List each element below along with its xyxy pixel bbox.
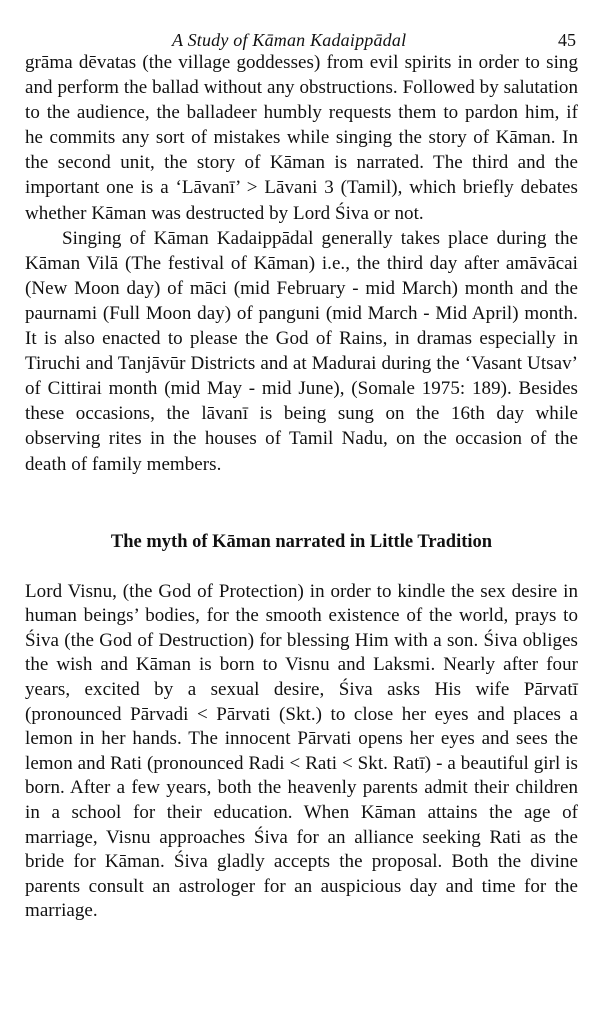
book-page (25, 0, 578, 924)
running-title: A Study of Kāman Kadaippādal (172, 30, 407, 50)
page-number: 45 (558, 30, 576, 50)
paragraph-continued: grāma dēvatas (the village goddesses) from evil spirits in order to sing and perform the ballad without any obstructions. Followed by salutation to the audience, the balladeer humbly requests them to pardon him, if he commits any sort of mistakes while singing the story of Kāman. In the second unit, the story of Kāman is narrated. The third and the important one is a ‘Lāvanī’ > Lāvani 3 (Tamil), which briefly debates whether Kāman was destructed by Lord Śiva or not. (25, 52, 578, 224)
section-heading: The myth of Kāman narrated in Little Tradition (110, 531, 493, 552)
running-header (25, 0, 578, 50)
paragraph-myth: Lord Visnu, (the God of Protection) in order to kindle the sex desire in human beings’ bodies, for the smooth existence of the world, prays to Śiva (the God of Destruction) for blessing Him with a son. Śiva obliges the wish and Kāman is born to Visnu and Laksmi. Nearly after four years, excited by a sexual desire, Śiva asks His wife Pārvatī (pronounced Pārvadi < Pārvati (Skt.) to close her eyes and places a lemon in her hands. The innocent Pārvati opens her eyes and sees the lemon and Rati (pronounced Radi < Rati < Skt. Ratī) - a beautiful girl is born. After a few years, both the heavenly parents admit their children in a school for their education. When Kāman attains the age of marriage, Visnu approaches Śiva for an alliance seeking Rati as the bride for Kāman. Śiva gladly accepts the proposal. Both the divine parents consult an astrologer for an auspicious day and time for the marriage. (25, 580, 578, 922)
paragraph-festival: Singing of Kāman Kadaippādal generally takes place during the Kāman Vilā (The festival of Kāman) i.e., the third day after amāvācai (New Moon day) of māci (mid February - mid March) month and the paurnami (Full Moon day) of panguni (mid March - Mid April) month. It is also enacted to please the God of Rains, in dramas especially in Tiruchi and Tanjāvūr Districts and at Madurai during the ‘Vasant Utsav’ of Cittirai month (mid May - mid June), (Somale 1975: 189). Besides these occasions, the lāvanī is being sung on the 16th day while observing rites in the houses of Tamil Nadu, on the occasion of the death of family members. (25, 227, 578, 475)
